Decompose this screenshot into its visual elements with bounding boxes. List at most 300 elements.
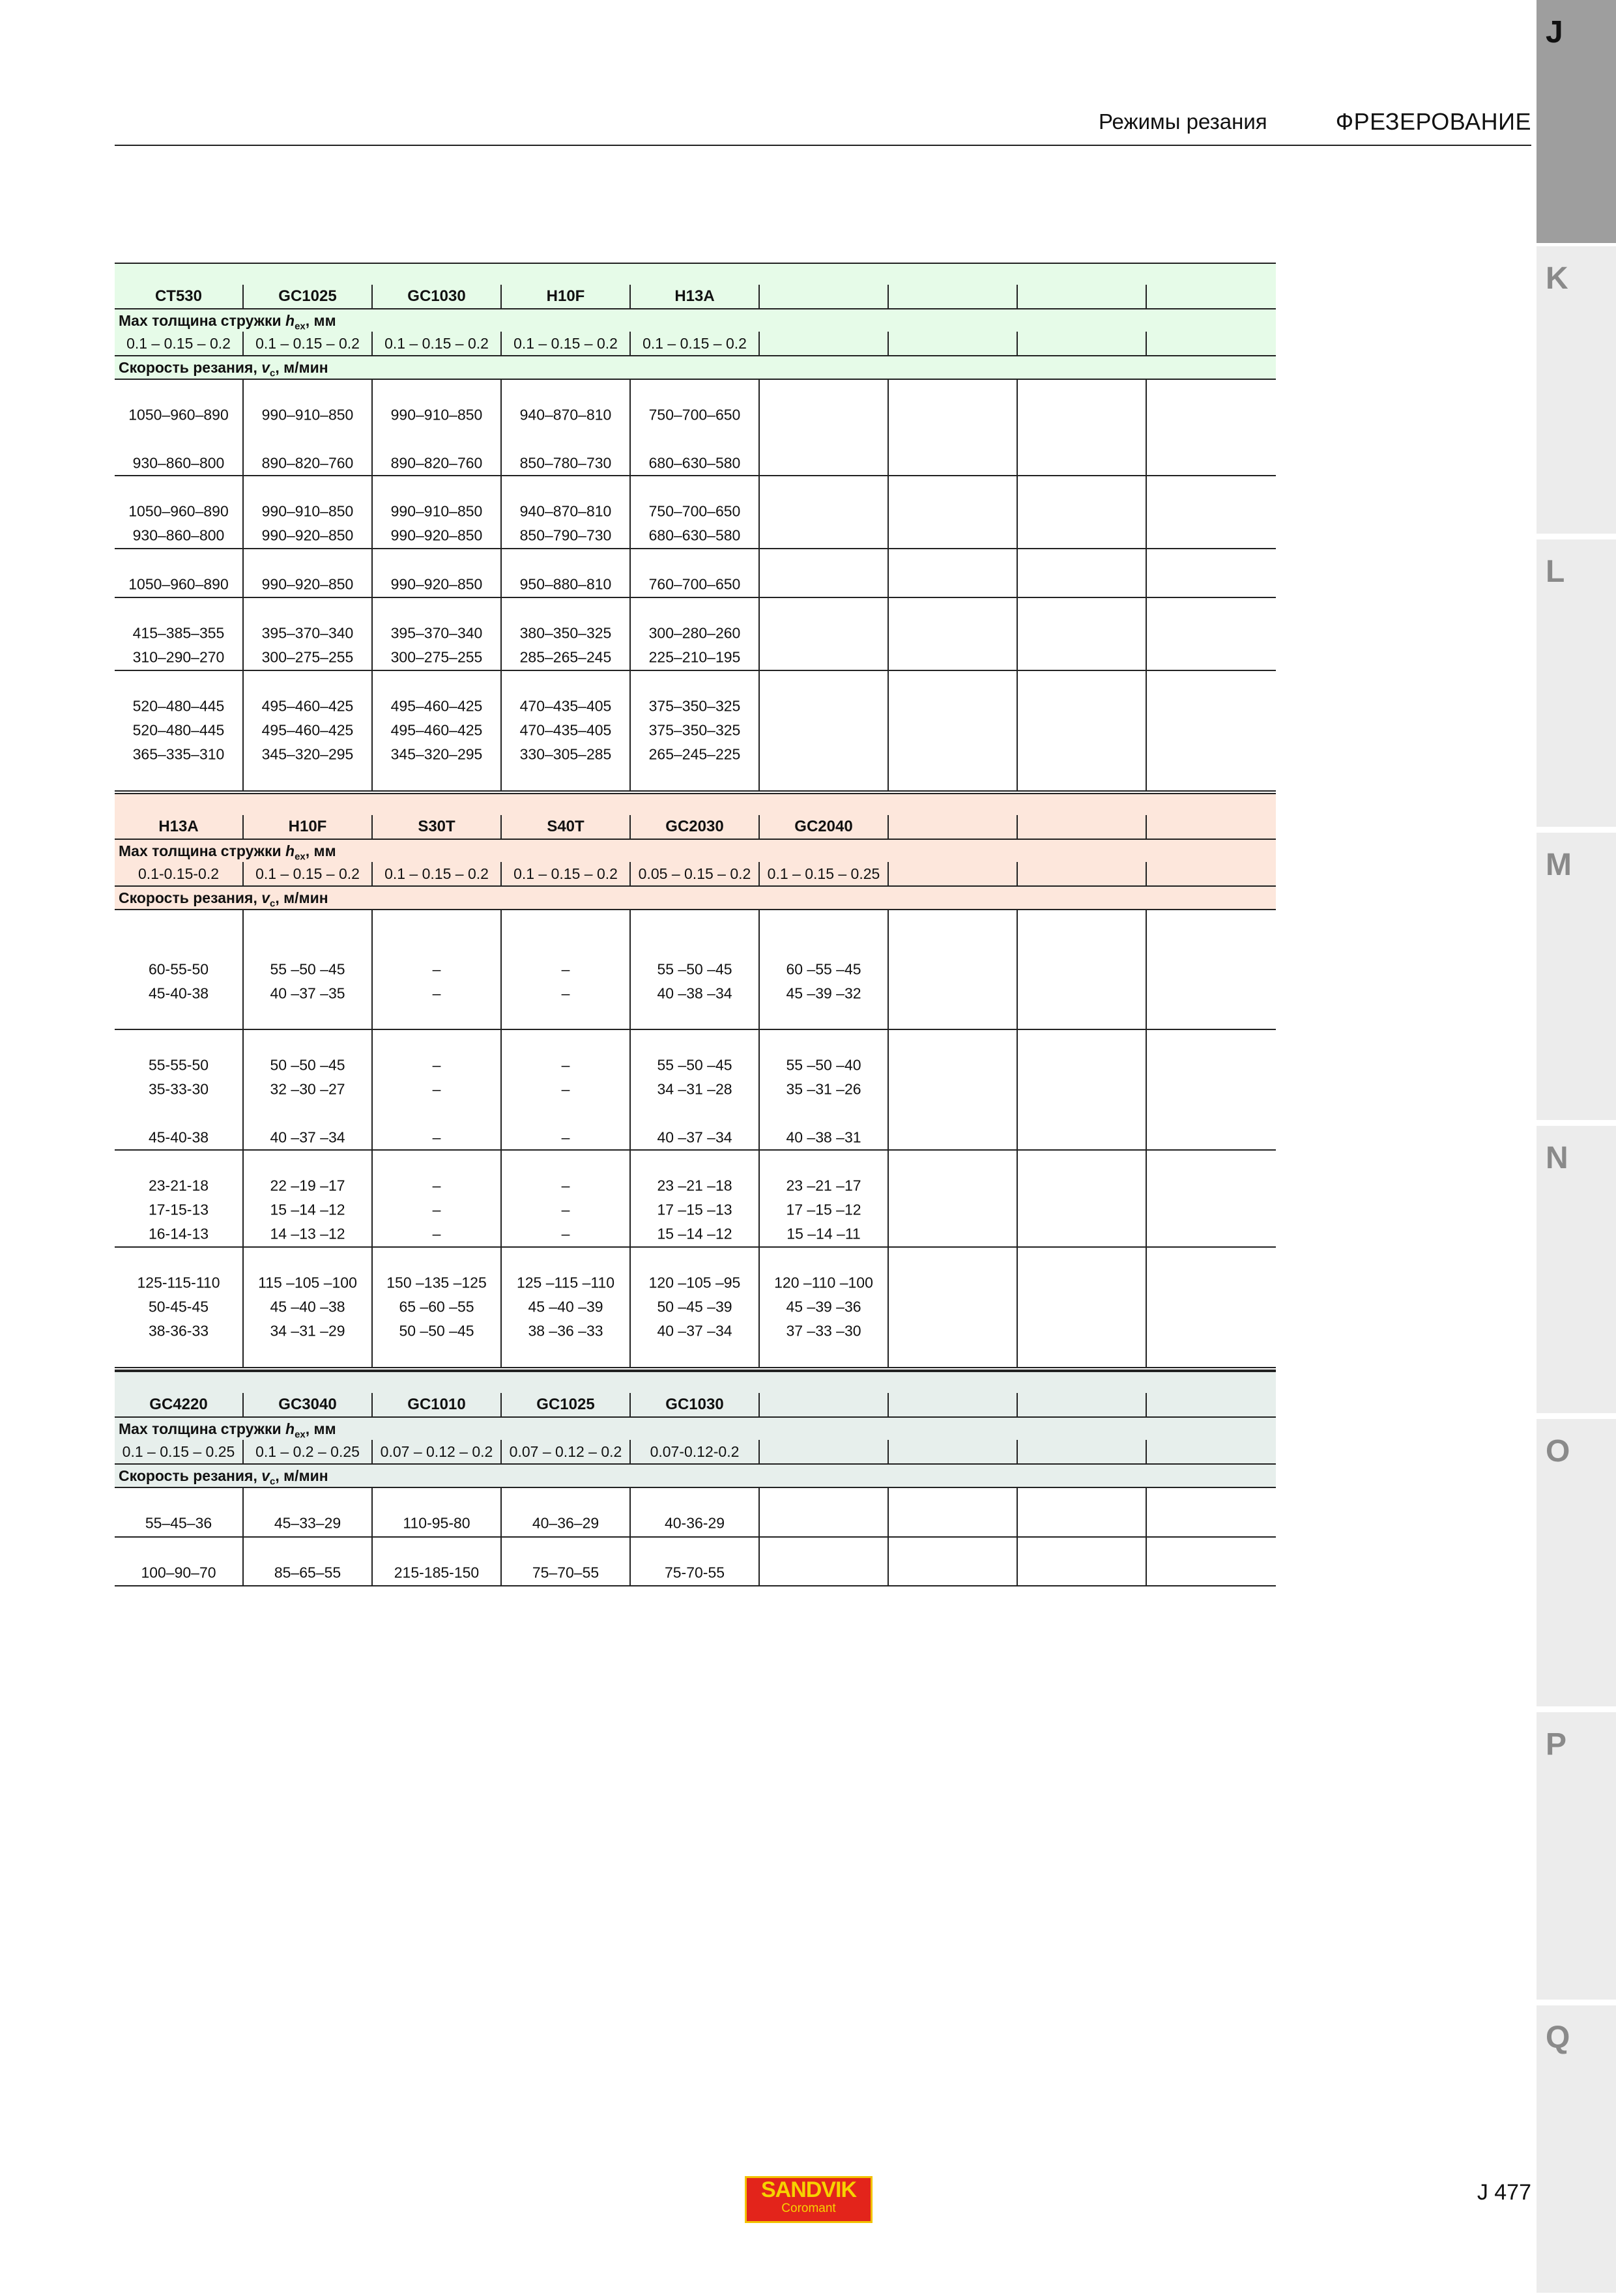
table-column-cell [244, 671, 373, 790]
cutting-speed-value: 120 –110 –100 [774, 1274, 873, 1291]
table-column-cell [631, 1030, 760, 1149]
table-column-cell [631, 1488, 760, 1536]
table-column-cell [1018, 1248, 1147, 1367]
page-subtitle: Режимы резания [1099, 109, 1267, 134]
table-column-cell [631, 1248, 760, 1367]
grade-header-cell: H13A [115, 815, 244, 839]
cutting-speed-value: 300–275–255 [261, 648, 354, 666]
cutting-speed-value: 34 –31 –29 [270, 1322, 345, 1340]
cutting-speed-value: 17-15-13 [148, 1201, 209, 1218]
chip-thickness-label: Max толщина стружки $h_{ex}$, мм [119, 842, 336, 863]
grade-row [115, 1372, 1276, 1418]
cutting-speed-value: 520–480–445 [132, 721, 225, 739]
chip-thickness-cell: 0.07-0.12-0.2 [631, 1440, 760, 1463]
table-column-cell [1018, 598, 1147, 670]
cutting-speed-value: 75–70–55 [532, 1564, 599, 1581]
material-group [115, 380, 1276, 476]
material-group [115, 910, 1276, 1030]
header-rule [115, 145, 1531, 146]
table-column-cell [1018, 549, 1147, 597]
table-column-cell [631, 380, 760, 475]
cutting-speed-value: – [561, 1056, 570, 1074]
cutting-speed-value: – [432, 960, 441, 978]
cutting-speed-value: 365–335–310 [132, 745, 225, 763]
cutting-speed-value: 940–870–810 [519, 406, 612, 423]
cutting-speed-value: 990–920–850 [261, 575, 354, 593]
cutting-speed-value: 40 –38 –31 [786, 1128, 861, 1146]
cutting-speed-value: 265–245–225 [648, 745, 741, 763]
table-column-cell [115, 380, 244, 475]
table-column-cell [115, 671, 244, 790]
cutting-speed-value: 15 –14 –11 [786, 1225, 861, 1242]
table-column-cell [760, 549, 889, 597]
cutting-speed-value: – [561, 960, 570, 978]
chip-thickness-cell: 0.1 – 0.15 – 0.25 [115, 1440, 244, 1463]
cutting-speed-value: 55 –50 –40 [786, 1056, 861, 1074]
material-group [115, 1488, 1276, 1538]
table-column-cell [373, 1538, 502, 1585]
table-column-cell [889, 380, 1018, 475]
cutting-speed-value: 990–910–850 [261, 502, 354, 520]
grade-header-cell: GC1030 [631, 1393, 760, 1416]
cutting-speed-value: 345–320–295 [390, 745, 483, 763]
cutting-speed-value: 60 –55 –45 [786, 960, 861, 978]
cutting-speed-value: 50 –45 –39 [657, 1298, 732, 1315]
cutting-data-table-1 [115, 263, 1276, 794]
chip-thickness-cell [889, 332, 1018, 355]
table-column-cell [244, 1488, 373, 1536]
table-column-cell [760, 380, 889, 475]
table-column-cell [631, 1538, 760, 1585]
material-group [115, 476, 1276, 549]
chip-thickness-cell: 0.1 – 0.15 – 0.2 [373, 332, 502, 355]
chip-thickness-cell [760, 1440, 889, 1463]
cutting-speed-value: 120 –105 –95 [648, 1274, 741, 1291]
cutting-speed-value: 850–790–730 [519, 526, 612, 544]
table-column-cell [889, 549, 1018, 597]
cutting-speed-label: Скорость резания, $v_c$, м/мин [115, 1465, 1276, 1488]
grade-header-cell [1018, 815, 1147, 839]
grade-header-cell: GC2040 [760, 815, 889, 839]
table-column-cell [244, 1030, 373, 1149]
table-column-cell [760, 598, 889, 670]
grade-header-cell [760, 1393, 889, 1416]
cutting-speed-value: 330–305–285 [519, 745, 612, 763]
table-column-cell [1147, 1248, 1276, 1367]
table-column-cell [373, 549, 502, 597]
cutting-speed-value: 40 –37 –35 [270, 984, 345, 1002]
cutting-speed-value: 38-36-33 [148, 1322, 209, 1340]
cutting-speed-value: 310–290–270 [132, 648, 225, 666]
cutting-speed-value: 215-185-150 [394, 1564, 480, 1581]
chip-thickness-cell: 0.1 – 0.15 – 0.25 [760, 862, 889, 885]
grade-header-cell [1018, 285, 1147, 308]
cutting-speed-value: – [432, 1177, 441, 1194]
grade-header-cell [889, 285, 1018, 308]
table-column-cell [889, 598, 1018, 670]
table-column-cell [502, 1248, 631, 1367]
table-column-cell [115, 1030, 244, 1149]
table-column-cell [502, 1030, 631, 1149]
cutting-speed-value: 940–870–810 [519, 502, 612, 520]
cutting-speed-value: – [561, 984, 570, 1002]
table-column-cell [1147, 1151, 1276, 1246]
cutting-speed-value: 23-21-18 [148, 1177, 209, 1194]
chip-thickness-cell [889, 862, 1018, 885]
cutting-speed-value: – [432, 1225, 441, 1242]
table-column-cell [244, 598, 373, 670]
material-group [115, 549, 1276, 598]
cutting-speed-value: 65 –60 –55 [399, 1298, 474, 1315]
table-column-cell [631, 476, 760, 548]
cutting-speed-value: 40 –38 –34 [657, 984, 732, 1002]
cutting-speed-value: 300–275–255 [390, 648, 483, 666]
cutting-speed-value: 150 –135 –125 [386, 1274, 487, 1291]
cutting-speed-value: 55-55-50 [148, 1056, 209, 1074]
chip-thickness-cell: 0.1 – 0.15 – 0.2 [502, 332, 631, 355]
table-column-cell [889, 1030, 1018, 1149]
table-column-cell [244, 549, 373, 597]
chip-thickness-row [115, 332, 1276, 356]
cutting-speed-value: 345–320–295 [261, 745, 354, 763]
table-column-cell [1147, 549, 1276, 597]
chip-thickness-cell: 0.1 – 0.15 – 0.2 [244, 332, 373, 355]
cutting-speed-value: 50 –50 –45 [399, 1322, 474, 1340]
material-group [115, 1030, 1276, 1151]
cutting-speed-value: 32 –30 –27 [270, 1080, 345, 1098]
grade-header-cell [889, 815, 1018, 839]
cutting-speed-value: 15 –14 –12 [270, 1201, 345, 1218]
cutting-speed-value: – [432, 1080, 441, 1098]
cutting-speed-value: – [561, 1128, 570, 1146]
table-column-cell [1147, 1488, 1276, 1536]
cutting-speed-value: 1050–960–890 [128, 575, 229, 593]
table-column-cell [1147, 476, 1276, 548]
table-column-cell [760, 910, 889, 1029]
table-column-cell [115, 1538, 244, 1585]
table-column-cell [502, 1488, 631, 1536]
table-column-cell [889, 1488, 1018, 1536]
table-column-cell [760, 1030, 889, 1149]
cutting-speed-value: 38 –36 –33 [528, 1322, 603, 1340]
table-column-cell [1018, 910, 1147, 1029]
cutting-speed-value: 495–460–425 [261, 697, 354, 715]
cutting-speed-value: 470–435–405 [519, 721, 612, 739]
cutting-speed-value: 45–33–29 [274, 1514, 341, 1532]
tab-k[interactable]: K [1537, 246, 1616, 537]
table-column-cell [502, 598, 631, 670]
cutting-speed-value: 495–460–425 [390, 697, 483, 715]
grade-header-cell: S30T [373, 815, 502, 839]
table-column-cell [760, 1151, 889, 1246]
material-group [115, 1538, 1276, 1586]
chip-thickness-cell [1018, 332, 1147, 355]
grade-header-cell [889, 1393, 1018, 1416]
table-column-cell [889, 1151, 1018, 1246]
chip-thickness-cell: 0.07 – 0.12 – 0.2 [502, 1440, 631, 1463]
material-group [115, 1248, 1276, 1371]
cutting-speed-value: 125 –115 –110 [516, 1274, 615, 1291]
table-column-cell [373, 598, 502, 670]
table-column-cell [1018, 1151, 1147, 1246]
table-column-cell [1147, 1538, 1276, 1585]
cutting-speed-value: 22 –19 –17 [270, 1177, 345, 1194]
table-column-cell [1147, 910, 1276, 1029]
cutting-speed-value: 14 –13 –12 [270, 1225, 345, 1242]
grade-header-cell: GC1010 [373, 1393, 502, 1416]
table-column-cell [631, 671, 760, 790]
grade-header-cell [1018, 1393, 1147, 1416]
cutting-speed-value: 520–480–445 [132, 697, 225, 715]
chip-thickness-cell [1018, 1440, 1147, 1463]
cutting-speed-value: – [432, 984, 441, 1002]
grade-row [115, 794, 1276, 840]
cutting-speed-label: Скорость резания, $v_c$, м/мин [115, 356, 1276, 380]
cutting-speed-value: 50 –50 –45 [270, 1056, 345, 1074]
cutting-speed-value: 55 –50 –45 [657, 960, 732, 978]
cutting-speed-value: 40–36–29 [532, 1514, 599, 1532]
table-column-cell [889, 671, 1018, 790]
section-tabs [1537, 0, 1616, 2286]
table-column-cell [244, 1151, 373, 1246]
cutting-speed-value: 1050–960–890 [128, 502, 229, 520]
table-column-cell [889, 910, 1018, 1029]
cutting-speed-value: 495–460–425 [390, 721, 483, 739]
grade-header-cell [760, 285, 889, 308]
table-column-cell [1018, 476, 1147, 548]
table-column-cell [502, 671, 631, 790]
table-column-cell [1018, 1030, 1147, 1149]
cutting-speed-value: 890–820–760 [390, 454, 483, 472]
table-column-cell [760, 1488, 889, 1536]
tab-q[interactable]: Q [1537, 2005, 1616, 2296]
page-number: J 477 [1477, 2180, 1531, 2205]
table-column-cell [244, 380, 373, 475]
table-column-cell [1018, 1538, 1147, 1585]
speed-groups [115, 380, 1276, 794]
cutting-speed-value: 45-40-38 [148, 984, 209, 1002]
table-column-cell [1147, 598, 1276, 670]
table-column-cell [115, 1151, 244, 1246]
cutting-speed-value: 225–210–195 [648, 648, 741, 666]
grade-header-cell: GC1025 [502, 1393, 631, 1416]
grade-header-cell: GC4220 [115, 1393, 244, 1416]
grade-header-cell: CT530 [115, 285, 244, 308]
table-column-cell [244, 1248, 373, 1367]
table-column-cell [373, 910, 502, 1029]
material-group [115, 1151, 1276, 1248]
cutting-speed-value: 990–920–850 [261, 526, 354, 544]
cutting-speed-value: 990–910–850 [390, 502, 483, 520]
grade-header-cell [1147, 285, 1276, 308]
grade-header-cell [1147, 1393, 1276, 1416]
cutting-speed-value: 45 –40 –38 [270, 1298, 345, 1315]
table-column-cell [1147, 1030, 1276, 1149]
cutting-speed-value: 55 –50 –45 [270, 960, 345, 978]
cutting-speed-value: 40 –37 –34 [270, 1128, 345, 1146]
cutting-speed-value: 37 –33 –30 [786, 1322, 861, 1340]
chip-thickness-cell [889, 1440, 1018, 1463]
table-column-cell [373, 1151, 502, 1246]
cutting-speed-value: 55–45–36 [145, 1514, 212, 1532]
table-column-cell [373, 380, 502, 475]
table-column-cell [1018, 671, 1147, 790]
cutting-speed-value: 285–265–245 [519, 648, 612, 666]
table-column-cell [373, 671, 502, 790]
cutting-speed-value: 45 –39 –32 [786, 984, 861, 1002]
cutting-speed-value: 990–920–850 [390, 575, 483, 593]
cutting-speed-value: 35-33-30 [148, 1080, 209, 1098]
tab-l[interactable]: L [1537, 539, 1616, 830]
table-column-cell [889, 476, 1018, 548]
table-column-cell [1018, 380, 1147, 475]
cutting-speed-value: 760–700–650 [648, 575, 741, 593]
chip-thickness-row [115, 862, 1276, 887]
table-column-cell [373, 1488, 502, 1536]
table-column-cell [502, 1151, 631, 1246]
cutting-speed-value: 115 –105 –100 [258, 1274, 357, 1291]
grade-header-cell: GC1030 [373, 285, 502, 308]
cutting-data-table-2 [115, 793, 1276, 1371]
table-column-cell [115, 476, 244, 548]
speed-groups [115, 1488, 1276, 1586]
cutting-speed-value: – [561, 1201, 570, 1218]
cutting-speed-value: 40-36-29 [664, 1514, 725, 1532]
table-column-cell [1018, 1488, 1147, 1536]
cutting-speed-value: 45 –39 –36 [786, 1298, 861, 1315]
cutting-speed-value: – [432, 1201, 441, 1218]
table-column-cell [760, 1538, 889, 1585]
chip-thickness-cell: 0.1 – 0.2 – 0.25 [244, 1440, 373, 1463]
grade-header-cell: H10F [244, 815, 373, 839]
cutting-speed-value: 990–910–850 [390, 406, 483, 423]
page-title: ФРЕЗЕРОВАНИЕ [1335, 108, 1531, 135]
cutting-speed-value: 415–385–355 [132, 624, 225, 642]
cutting-speed-value: 930–860–800 [132, 454, 225, 472]
chip-thickness-row [115, 1440, 1276, 1465]
cutting-speed-value: – [561, 1080, 570, 1098]
table-column-cell [502, 910, 631, 1029]
table-column-cell [373, 1248, 502, 1367]
cutting-speed-value: 45 –40 –39 [528, 1298, 603, 1315]
cutting-speed-value: 40 –37 –34 [657, 1322, 732, 1340]
table-column-cell [115, 549, 244, 597]
chip-thickness-cell: 0.05 – 0.15 – 0.2 [631, 862, 760, 885]
table-column-cell [889, 1248, 1018, 1367]
cutting-speed-value: 45-40-38 [148, 1128, 209, 1146]
table-column-cell [889, 1538, 1018, 1585]
cutting-speed-value: 50-45-45 [148, 1298, 209, 1315]
table-column-cell [244, 1538, 373, 1585]
cutting-speed-value: 395–370–340 [390, 624, 483, 642]
table-column-cell [115, 1488, 244, 1536]
grade-header-cell [1147, 815, 1276, 839]
table-column-cell [631, 910, 760, 1029]
table-column-cell [115, 1248, 244, 1367]
cutting-speed-value: 930–860–800 [132, 526, 225, 544]
cutting-speed-value: 680–630–580 [648, 454, 741, 472]
grade-header-cell: GC3040 [244, 1393, 373, 1416]
grade-header-cell: S40T [502, 815, 631, 839]
cutting-speed-value: 60-55-50 [148, 960, 209, 978]
speed-groups [115, 910, 1276, 1371]
tab-j[interactable]: J [1537, 0, 1616, 246]
cutting-speed-value: 100–90–70 [141, 1564, 216, 1581]
tab-o[interactable]: O [1537, 1419, 1616, 1710]
table-column-cell [631, 549, 760, 597]
cutting-speed-value: 375–350–325 [648, 697, 741, 715]
table-column-cell [760, 671, 889, 790]
chip-thickness-cell: 0.1 – 0.15 – 0.2 [115, 332, 244, 355]
cutting-speed-value: 23 –21 –17 [786, 1177, 861, 1194]
table-column-cell [244, 910, 373, 1029]
cutting-speed-value: 34 –31 –28 [657, 1080, 732, 1098]
table-column-cell [373, 1030, 502, 1149]
table-column-cell [502, 549, 631, 597]
cutting-speed-value: 380–350–325 [519, 624, 612, 642]
cutting-speed-value: 16-14-13 [148, 1225, 209, 1242]
table-column-cell [115, 598, 244, 670]
chip-thickness-cell: 0.1 – 0.15 – 0.2 [502, 862, 631, 885]
table-column-cell [760, 1248, 889, 1367]
cutting-speed-value: 750–700–650 [648, 502, 741, 520]
grade-header-cell: GC2030 [631, 815, 760, 839]
cutting-speed-value: 17 –15 –13 [657, 1201, 732, 1218]
table-column-cell [631, 1151, 760, 1246]
grade-header-cell: H13A [631, 285, 760, 308]
cutting-speed-value: 990–910–850 [261, 406, 354, 423]
cutting-speed-value: 85–65–55 [274, 1564, 341, 1581]
chip-thickness-cell [1147, 332, 1276, 355]
chip-thickness-label: Max толщина стружки $h_{ex}$, мм [119, 312, 336, 332]
tab-n[interactable]: N [1537, 1126, 1616, 1416]
cutting-speed-value: – [561, 1225, 570, 1242]
cutting-speed-value: – [561, 1177, 570, 1194]
cutting-speed-value: 850–780–730 [519, 454, 612, 472]
cutting-speed-value: 300–280–260 [648, 624, 741, 642]
chip-thickness-cell [1018, 862, 1147, 885]
cutting-speed-value: 1050–960–890 [128, 406, 229, 423]
table-column-cell [1147, 380, 1276, 475]
cutting-speed-value: 55 –50 –45 [657, 1056, 732, 1074]
tab-m[interactable]: M [1537, 833, 1616, 1123]
cutting-speed-label: Скорость резания, $v_c$, м/мин [115, 887, 1276, 910]
cutting-speed-value: 395–370–340 [261, 624, 354, 642]
table-column-cell [502, 380, 631, 475]
material-group [115, 598, 1276, 671]
cutting-speed-value: 15 –14 –12 [657, 1225, 732, 1242]
chip-thickness-cell: 0.1-0.15-0.2 [115, 862, 244, 885]
cutting-speed-value: 125-115-110 [137, 1274, 220, 1291]
table-column-cell [115, 910, 244, 1029]
cutting-speed-value: 17 –15 –12 [786, 1201, 861, 1218]
cutting-speed-value: 75-70-55 [664, 1564, 725, 1581]
chip-thickness-cell [1147, 862, 1276, 885]
cutting-speed-value: 750–700–650 [648, 406, 741, 423]
cutting-speed-value: 495–460–425 [261, 721, 354, 739]
cutting-data-table-3 [115, 1371, 1276, 1586]
chip-thickness-cell [1147, 1440, 1276, 1463]
grade-header-cell: H10F [502, 285, 631, 308]
grade-header-cell: GC1025 [244, 285, 373, 308]
cutting-speed-value: 110-95-80 [403, 1514, 470, 1532]
tab-p[interactable]: P [1537, 1712, 1616, 2003]
table-column-cell [760, 476, 889, 548]
cutting-speed-value: 40 –37 –34 [657, 1128, 732, 1146]
material-group [115, 671, 1276, 794]
cutting-speed-value: 23 –21 –18 [657, 1177, 732, 1194]
cutting-speed-value: 375–350–325 [648, 721, 741, 739]
